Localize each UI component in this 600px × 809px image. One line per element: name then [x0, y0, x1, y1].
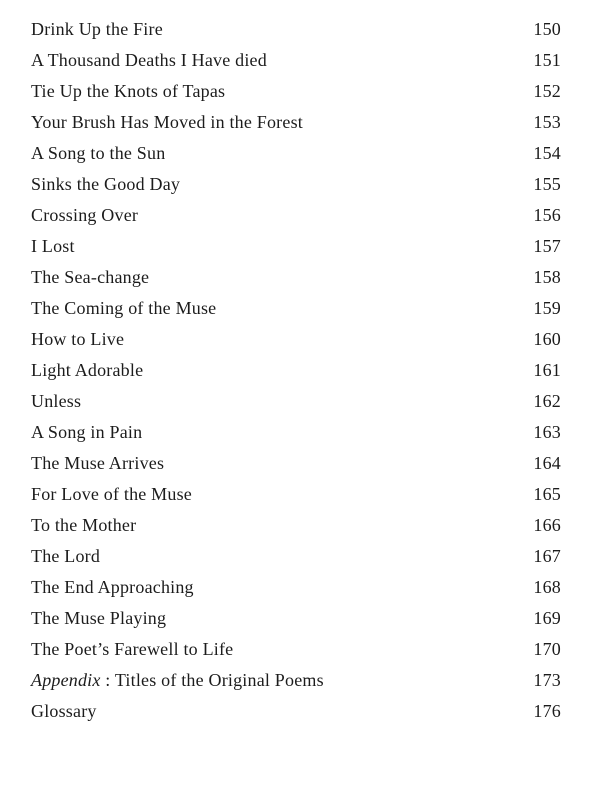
toc-entry-title: For Love of the Muse: [31, 484, 192, 504]
toc-entry-title: The Poet’s Farewell to Life: [31, 639, 234, 659]
toc-entry-page: 170: [533, 639, 561, 659]
toc-entry-page: 160: [533, 329, 561, 349]
toc-entry-page: 158: [533, 267, 561, 287]
toc-entry-title: Light Adorable: [31, 360, 144, 380]
toc-entry-page: 150: [533, 19, 561, 39]
appendix-label: Appendix: [31, 670, 101, 690]
toc-entry-page: 155: [533, 174, 561, 194]
toc-entry-title: Sinks the Good Day: [31, 174, 181, 194]
toc-entry-title: The Sea-change: [31, 267, 150, 287]
toc-entry-title: Glossary: [31, 701, 97, 721]
toc-entry: [31, 262, 563, 293]
toc-entry-page: 168: [533, 577, 561, 597]
toc-entry-page: 164: [533, 453, 561, 473]
toc-entry-page: 159: [533, 298, 561, 318]
toc-entry-title: Unless: [31, 391, 82, 411]
toc-entry: [31, 355, 563, 386]
toc-entry: [31, 324, 563, 355]
toc-entry: [31, 293, 563, 324]
toc-entry-appendix: [31, 665, 563, 696]
table-of-contents: [31, 14, 563, 727]
toc-entry-title: Your Brush Has Moved in the Forest: [31, 112, 303, 132]
toc-entry: [31, 603, 563, 634]
toc-entry: [31, 231, 563, 262]
toc-entry-page: 154: [533, 143, 561, 163]
toc-entry-title: A Song to the Sun: [31, 143, 166, 163]
toc-entry-page: 173: [533, 670, 561, 690]
toc-entry: [31, 76, 563, 107]
toc-entry-title: Tie Up the Knots of Tapas: [31, 81, 226, 101]
toc-entry-page: 169: [533, 608, 561, 628]
toc-entry-page: 176: [533, 701, 561, 721]
toc-entry-title: Drink Up the Fire: [31, 19, 163, 39]
toc-entry: [31, 634, 563, 665]
toc-entry-page: 163: [533, 422, 561, 442]
toc-entry-page: 167: [533, 546, 561, 566]
toc-entry: [31, 45, 563, 76]
toc-entry: [31, 138, 563, 169]
toc-entry-title: The Muse Playing: [31, 608, 167, 628]
toc-entry-title: To the Mother: [31, 515, 137, 535]
toc-entry-title: The Muse Arrives: [31, 453, 165, 473]
toc-entry: [31, 479, 563, 510]
appendix-title-rest: : Titles of the Original Poems: [100, 670, 324, 690]
toc-entry-title: A Thousand Deaths I Have died: [31, 50, 267, 70]
toc-entry-title: The Coming of the Muse: [31, 298, 217, 318]
toc-entry-title: The End Approaching: [31, 577, 194, 597]
toc-entry: [31, 572, 563, 603]
toc-entry: [31, 200, 563, 231]
toc-entry: [31, 386, 563, 417]
toc-entry-title: A Song in Pain: [31, 422, 143, 442]
toc-entry: [31, 417, 563, 448]
toc-entry-page: 152: [533, 81, 561, 101]
toc-entry-title: I Lost: [31, 236, 75, 256]
toc-entry-page: 161: [533, 360, 561, 380]
toc-entry: [31, 541, 563, 572]
toc-entry: [31, 107, 563, 138]
toc-entry: [31, 510, 563, 541]
toc-entry-title: Crossing Over: [31, 205, 139, 225]
toc-entry-title: The Lord: [31, 546, 101, 566]
toc-entry-page: 153: [533, 112, 561, 132]
toc-entry-page: 165: [533, 484, 561, 504]
toc-entry-page: 157: [533, 236, 561, 256]
toc-entry-title: How to Live: [31, 329, 125, 349]
toc-entry-title: [31, 665, 324, 696]
toc-entry-page: 156: [533, 205, 561, 225]
toc-entry-glossary: [31, 696, 563, 727]
toc-entry-page: 162: [533, 391, 561, 411]
toc-entry-page: 166: [533, 515, 561, 535]
toc-entry: [31, 448, 563, 479]
toc-entry: [31, 169, 563, 200]
toc-entry-page: 151: [533, 50, 561, 70]
toc-entry: [31, 14, 563, 45]
